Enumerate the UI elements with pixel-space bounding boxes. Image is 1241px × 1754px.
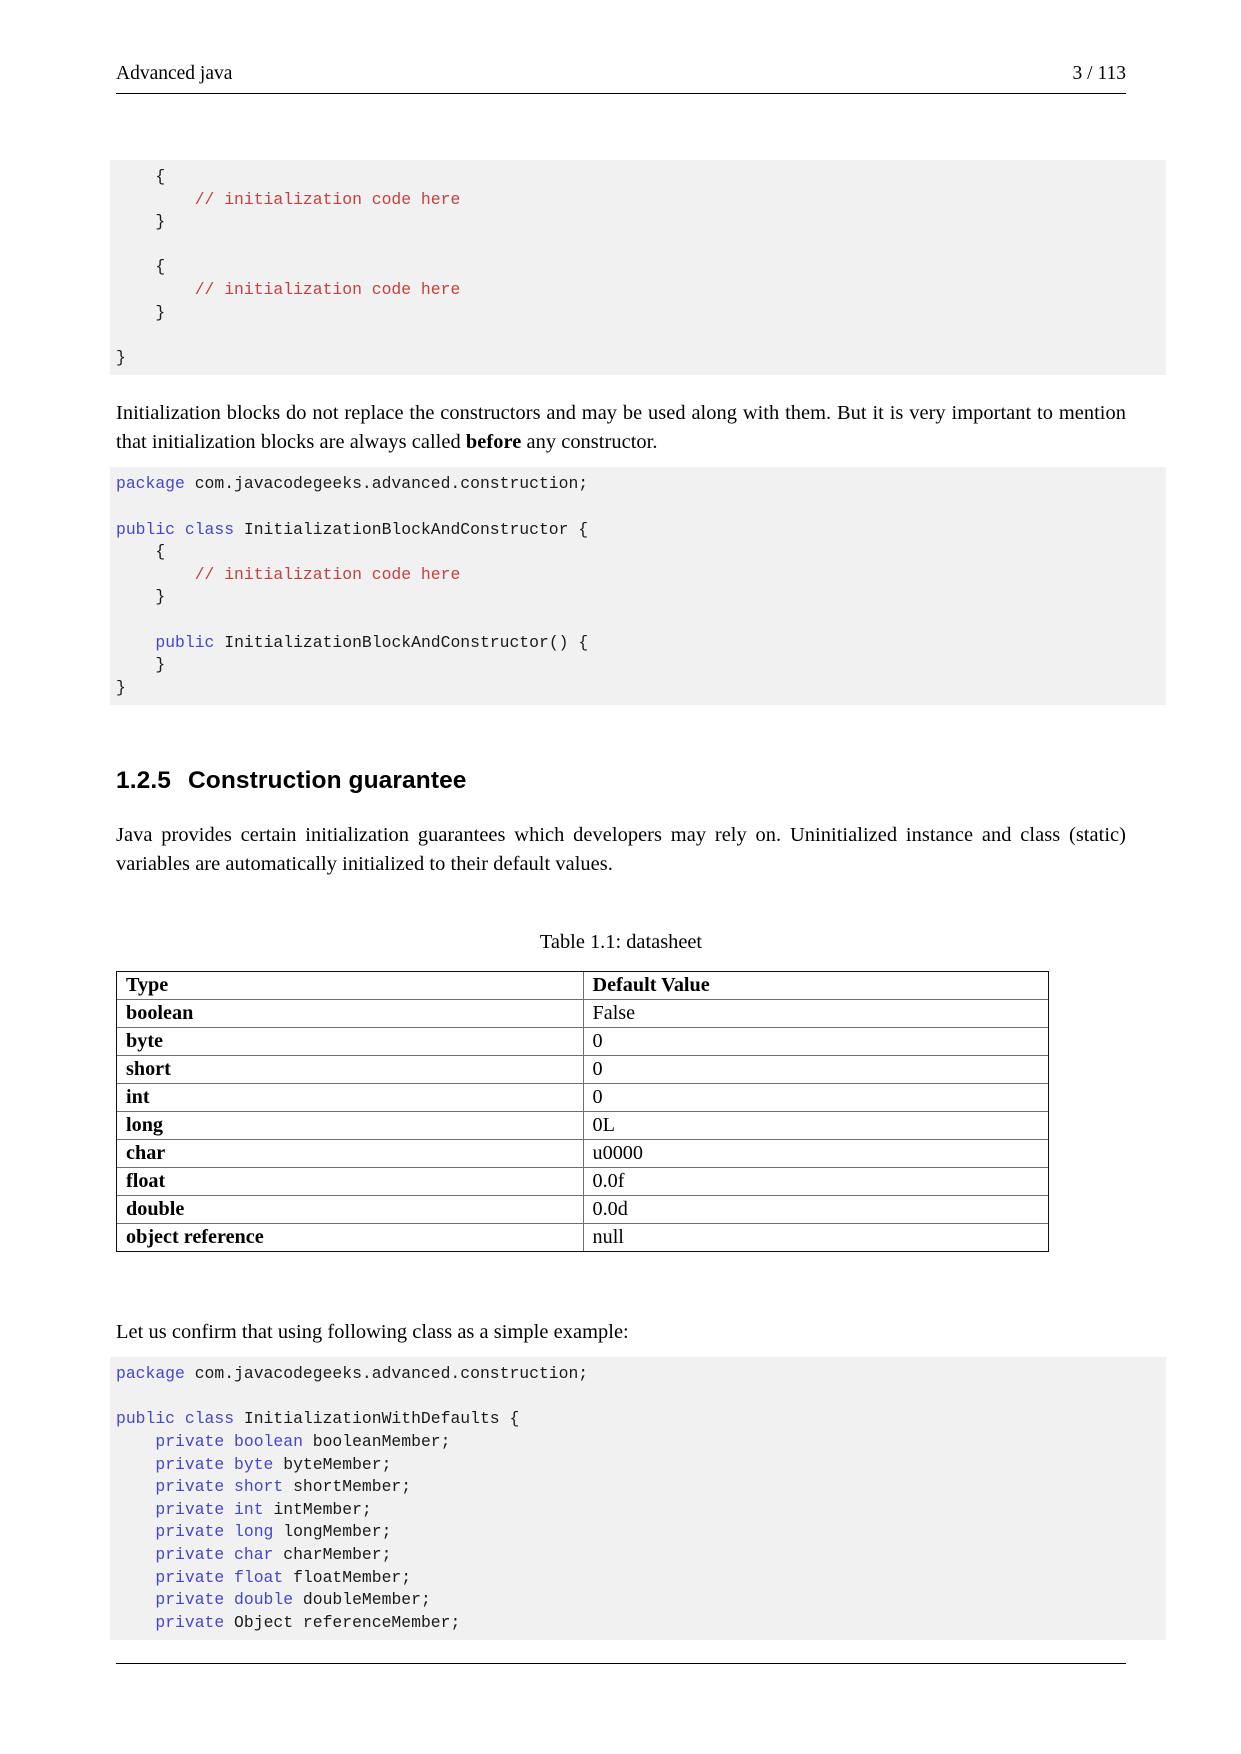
code-token-plain (116, 1613, 155, 1632)
cell-default-value: 0 (583, 1084, 1048, 1112)
cell-default-value: False (583, 1000, 1048, 1028)
section-title: Construction guarantee (188, 767, 467, 795)
header-rule (116, 93, 1126, 94)
cell-type: byte (117, 1028, 583, 1056)
code-line (110, 347, 1166, 370)
code-block-initialization-blocks (110, 160, 1166, 375)
code-line (110, 1499, 1166, 1522)
code-line (110, 256, 1166, 279)
paragraph-initialization-blocks (116, 399, 1126, 457)
code-line (110, 1454, 1166, 1477)
code-token-plain: byteMember; (273, 1454, 392, 1474)
column-header-type: Type (117, 972, 583, 1000)
paragraph-emphasis-before: before (465, 431, 522, 454)
code-line (110, 302, 1166, 325)
code-token-plain: charMember; (273, 1545, 392, 1565)
code-token-plain (116, 1500, 155, 1519)
code-line (110, 1431, 1166, 1454)
cell-type: object reference (117, 1224, 583, 1252)
code-token-comment: // initialization code here (194, 189, 461, 209)
table-row (117, 1224, 1048, 1252)
table-row (117, 1112, 1048, 1140)
code-token-plain: com.javacodegeeks.advanced.construction; (184, 1364, 589, 1384)
code-line (110, 279, 1166, 302)
page-indicator: 3 / 113 (1072, 63, 1126, 84)
code-line (110, 1476, 1166, 1499)
code-line (110, 632, 1166, 655)
code-token-keyword: private char (155, 1545, 274, 1565)
section-number: 1.2.5 (116, 767, 171, 795)
code-token-keyword: private long (155, 1522, 274, 1542)
code-token-keyword: private (155, 1612, 225, 1632)
code-line (110, 677, 1166, 700)
cell-type: char (117, 1140, 583, 1168)
cell-default-value: 0.0f (583, 1168, 1048, 1196)
header-title: Advanced java (116, 63, 233, 84)
code-token-plain: booleanMember; (302, 1432, 451, 1452)
code-token-plain: longMember; (273, 1522, 392, 1542)
table-row (117, 1140, 1048, 1168)
code-token-keyword: package (116, 1364, 185, 1384)
cell-default-value: u0000 (583, 1140, 1048, 1168)
section-heading-construction-guarantee (116, 767, 1126, 795)
code-line (110, 496, 1166, 519)
code-token-plain: } (116, 587, 166, 607)
code-token-plain: { (116, 167, 166, 186)
running-header (116, 62, 1126, 85)
code-token-keyword: private byte (155, 1454, 274, 1474)
paragraph-text-b: any constructor. (521, 431, 658, 454)
code-line (110, 211, 1166, 234)
code-token-keyword: public (155, 632, 215, 652)
code-token-plain: InitializationBlockAndConstructor() { (214, 632, 589, 652)
code-token-plain: floatMember; (283, 1567, 412, 1587)
code-line (110, 1386, 1166, 1409)
paragraph-let-us-confirm: Let us confirm that using following class as a simple example: (116, 1321, 629, 1344)
code-token-plain: } (116, 212, 166, 232)
code-token-plain: { (116, 542, 166, 562)
cell-type: double (117, 1196, 583, 1224)
cell-type: short (117, 1056, 583, 1084)
code-block-initialization-with-defaults (110, 1357, 1166, 1640)
paragraph-construction-guarantee: Java provides certain initialization guarantees which developers may rely on. Uninitialized instance and class (static) variables are automatically initialized to their default values. (116, 824, 1126, 876)
cell-default-value: 0 (583, 1028, 1048, 1056)
column-header-default-value: Default Value (583, 972, 1048, 1000)
code-line (110, 609, 1166, 632)
code-block-initialization-block-and-constructor (110, 467, 1166, 705)
cell-type: int (117, 1084, 583, 1112)
code-token-plain: } (116, 655, 166, 675)
code-line (110, 1567, 1166, 1590)
code-token-plain: Object referenceMember; (224, 1612, 461, 1632)
cell-default-value: 0.0d (583, 1196, 1048, 1224)
table-caption: Table 1.1: datasheet (539, 931, 703, 954)
code-token-plain (116, 1590, 155, 1609)
code-token-comment: // initialization code here (194, 279, 461, 299)
table-header (117, 972, 1048, 1000)
page-content (116, 160, 1126, 1640)
code-token-plain (116, 1545, 155, 1564)
table-body (117, 1000, 1048, 1252)
cell-type: long (117, 1112, 583, 1140)
cell-type: float (117, 1168, 583, 1196)
code-token-plain: { (116, 257, 166, 277)
code-token-plain (116, 1522, 155, 1541)
code-token-plain (116, 1455, 155, 1474)
code-line (110, 1544, 1166, 1567)
code-line (110, 189, 1166, 212)
code-line (110, 1363, 1166, 1386)
table-row (117, 1168, 1048, 1196)
datasheet-table-wrapper (116, 971, 1049, 1252)
footer-rule (116, 1663, 1126, 1664)
code-token-keyword: private float (155, 1567, 284, 1587)
code-token-keyword: private short (155, 1477, 284, 1497)
code-token-keyword: public class (116, 519, 235, 539)
code-token-plain (116, 633, 155, 652)
code-token-plain (116, 565, 195, 584)
code-line (110, 473, 1166, 496)
code-line (110, 1589, 1166, 1612)
code-token-plain: } (116, 302, 166, 322)
code-token-plain: doubleMember; (293, 1590, 431, 1610)
code-token-keyword: private int (155, 1499, 264, 1519)
table-row (117, 1028, 1048, 1056)
cell-type: boolean (117, 1000, 583, 1028)
code-token-plain: intMember; (263, 1499, 372, 1519)
cell-default-value: 0L (583, 1112, 1048, 1140)
table-header-row (117, 972, 1048, 1000)
code-token-plain: InitializationBlockAndConstructor { (234, 519, 589, 539)
code-token-comment: // initialization code here (194, 564, 461, 584)
code-line (110, 1521, 1166, 1544)
table-row (117, 1000, 1048, 1028)
code-line (110, 166, 1166, 189)
code-token-plain: com.javacodegeeks.advanced.construction; (184, 474, 589, 494)
code-line (110, 234, 1166, 257)
paragraph-text-a: Initialization blocks do not replace the constructors and may be used along with them. But it is very important to mention that initialization blocks are always called (116, 402, 1126, 454)
table-row (117, 1084, 1048, 1112)
table-row (117, 1056, 1048, 1084)
code-line (110, 654, 1166, 677)
code-line (110, 324, 1166, 347)
code-token-plain (116, 1432, 155, 1451)
code-line (110, 586, 1166, 609)
table-row (117, 1196, 1048, 1224)
code-line (110, 1408, 1166, 1431)
code-line (110, 1612, 1166, 1635)
code-token-plain: InitializationWithDefaults { (234, 1409, 520, 1429)
code-token-plain (116, 1568, 155, 1587)
code-token-plain (116, 1477, 155, 1496)
cell-default-value: 0 (583, 1056, 1048, 1084)
code-token-plain: shortMember; (283, 1477, 412, 1497)
cell-default-value: null (583, 1224, 1048, 1252)
code-line (110, 564, 1166, 587)
code-token-keyword: private double (155, 1590, 294, 1610)
code-token-plain (116, 190, 195, 209)
datasheet-table (117, 972, 1048, 1251)
code-line (110, 519, 1166, 542)
code-token-keyword: public class (116, 1409, 235, 1429)
code-token-plain (116, 280, 195, 299)
code-token-keyword: private boolean (155, 1432, 303, 1452)
code-line (110, 541, 1166, 564)
code-token-plain: } (116, 677, 126, 697)
code-token-plain: } (116, 347, 126, 367)
code-token-keyword: package (116, 474, 185, 494)
